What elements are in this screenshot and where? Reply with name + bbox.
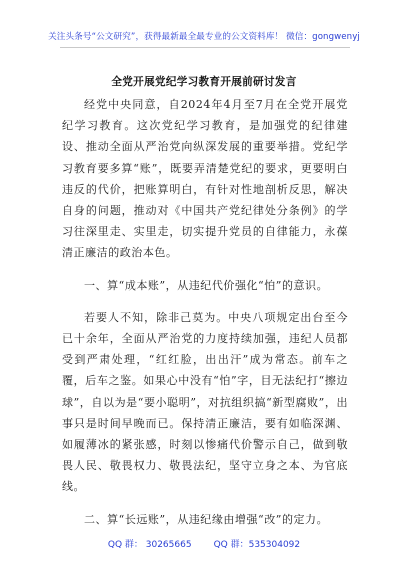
- footer-qq-group-2: QQ 群：535304092: [213, 540, 301, 550]
- section-heading-2: 二、算“长远账”，从违纪缘由增强“改”的定力。: [84, 512, 329, 526]
- document-body: [62, 94, 348, 530]
- section-heading-1: 一、算“成本账”，从违纪代价强化“怕”的意识。: [84, 278, 329, 292]
- paragraph-intro: 经党中央同意，自2024年4月至7月在全党开展党纪学习教育。这次党纪学习教育，是加强党的纪律建设、推动全面从严治党向纵深发展的重要举措。党纪学习教育要多算“账”，既要弄清楚党纪的要求，更要明白违反的代价，把账算明白，有针对性地剖析反思，解决自身的问题，推动对《中国共产党纪律处分条例》的学习往深里走、实里走，切实提升党员的自律能力，永葆清正廉洁的政治本色。: [62, 98, 348, 260]
- paragraph-section-1: 若要人不知，除非己莫为。中央八项规定出台至今已十余年，全面从严治党的力度持续加强，违纪人员都受到严肃处理，“红红脸，出出汗”成为常态。前车之覆，后车之鉴。如果心中没有“怕”字，目无法纪打“擦边球”，自以为是“要小聪明”，对抗组织搞“新型腐败”，出事只是时间早晚而已。保持清正廉洁，要有如临深渊、如履薄冰的紧张感，时刻以惨痛代价警示自己，做到敬畏人民、敬畏权力、敬畏法纪，坚守立身之本、为官底线。: [62, 310, 348, 494]
- header-notice: 关注头条号“公文研究”，获得最新最全最专业的公文资料库！ 微信：gongwenyj: [48, 32, 360, 42]
- document-title: 全党开展党纪学习教育开展前研讨发言: [111, 76, 297, 88]
- header-divider: [60, 47, 350, 48]
- footer-contacts: [0, 537, 408, 550]
- footer-qq-group-1: QQ 群： 30265665: [107, 540, 192, 550]
